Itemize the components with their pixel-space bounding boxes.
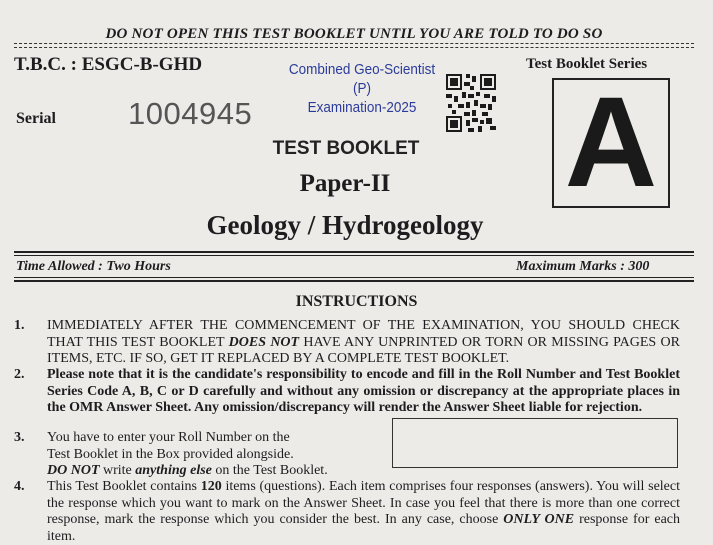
instruction-number: 4. bbox=[14, 479, 25, 494]
exam-name bbox=[285, 60, 440, 117]
time-allowed: Time Allowed : Two Hours bbox=[16, 259, 171, 274]
instruction-text: Please note that it is the candidate's responsibility to encode and fill in the Roll Number and Test Booklet Series Code A, B, C or D carefully and without any omission or discrepancy at the appropriate places in the OMR Answer Sheet. Any omission/discrepancy will render the Answer Sheet liable for rejection. bbox=[47, 367, 680, 415]
exam-line-1: Combined Geo-Scientist (P) bbox=[288, 61, 436, 97]
test-booklet-series-box bbox=[552, 71, 670, 214]
divider bbox=[14, 280, 694, 282]
booklet-title: TEST BOOKLET bbox=[272, 138, 420, 159]
instruction-item bbox=[14, 430, 374, 480]
instruction-number: 3. bbox=[14, 430, 25, 445]
dashed-rule bbox=[14, 47, 694, 48]
warning-banner: DO NOT OPEN THIS TEST BOOKLET UNTIL YOU ARE TOLD TO DO SO bbox=[105, 26, 603, 42]
qr-code-icon bbox=[446, 74, 496, 132]
serial-label: Serial bbox=[16, 110, 56, 127]
instructions-heading: INSTRUCTIONS bbox=[295, 293, 418, 310]
divider bbox=[14, 277, 694, 278]
divider bbox=[14, 251, 694, 253]
instruction-text: This Test Booklet contains 120 items (questions). Each item comprises four responses (answers). You will select the response which you want to mark on the Answer Sheet. In case you feel that there is more than one correct response, mark the response which you consider the best. In any case, choose ONLY ONE response for each item. bbox=[47, 479, 680, 544]
exam-line-2: Examination-2025 bbox=[307, 99, 417, 116]
instruction-item bbox=[14, 479, 680, 545]
maximum-marks: Maximum Marks : 300 bbox=[516, 259, 650, 274]
instruction-number: 2. bbox=[14, 367, 25, 382]
instruction-text: You have to enter your Roll Number on the Test Booklet in the Box provided alongside. DO NOT write anything else on the Test Booklet. bbox=[47, 430, 328, 478]
instruction-item bbox=[14, 318, 680, 368]
paper-title: Paper-II bbox=[299, 170, 391, 197]
subject-title: Geology / Hydrogeology bbox=[206, 210, 484, 240]
series-label: Test Booklet Series bbox=[526, 56, 648, 72]
instruction-item bbox=[14, 367, 680, 417]
instruction-text: IMMEDIATELY AFTER THE COMMENCEMENT OF THE EXAMINATION, YOU SHOULD CHECK THAT THIS TEST BOOKLET DOES NOT HAVE ANY UNPRINTED OR TORN OR MISSING PAGES OR ITEMS, ETC. IF SO, GET IT REPLACED BY A COMPLETE TEST BOOKLET. bbox=[47, 318, 680, 366]
tbc-code: T.B.C. : ESGC-B-GHD bbox=[14, 54, 203, 75]
roll-number-box[interactable] bbox=[392, 418, 678, 468]
divider bbox=[14, 255, 694, 256]
instruction-number: 1. bbox=[14, 318, 25, 333]
series-letter: A bbox=[564, 71, 658, 214]
serial-number: 1004945 bbox=[128, 96, 253, 131]
dashed-rule bbox=[14, 43, 694, 44]
